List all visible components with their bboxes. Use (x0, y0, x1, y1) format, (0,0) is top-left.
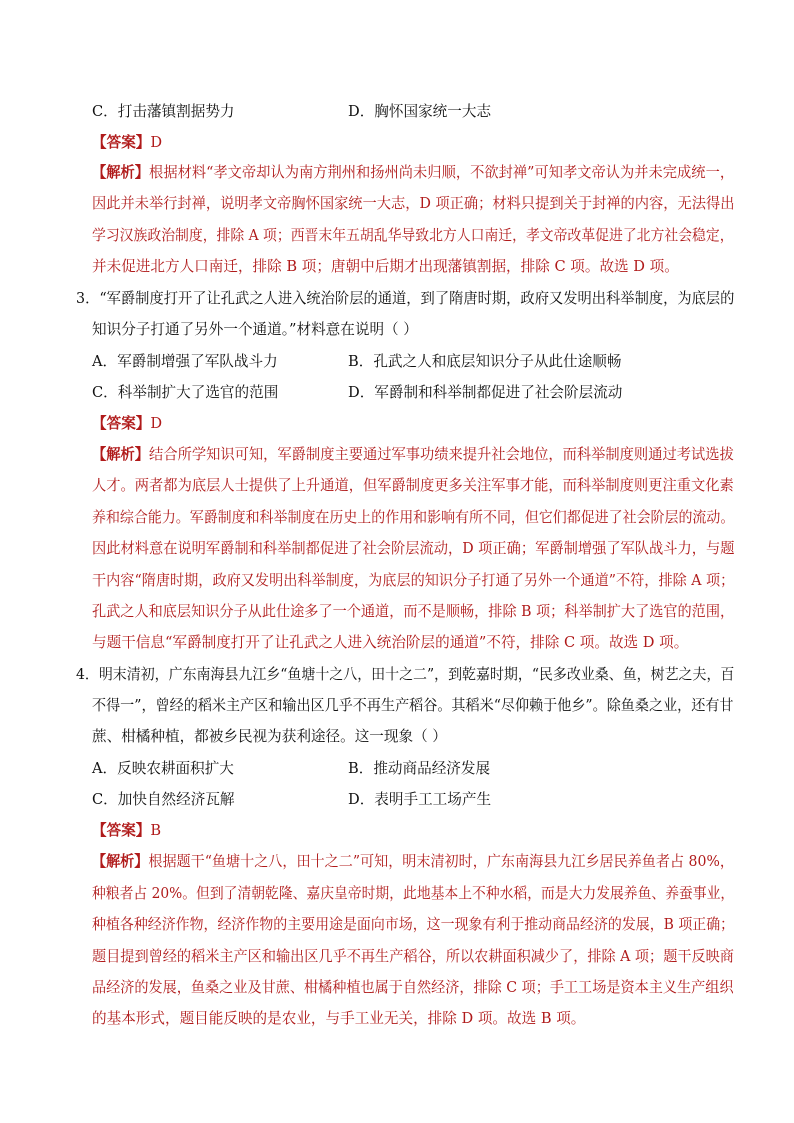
q4-stem-line: 4．明末清初，广东南海县九江乡“鱼塘十之八，田十之二”，到乾嘉时期，“民多改业桑、鱼，树艺之夫，百 (76, 666, 735, 683)
q4-analysis-line (92, 852, 734, 872)
q4-stem-line: 不得一”，曾经的稻米主产区和输出区几乎不再生产稻谷。其稻米“尽仰赖于他乡”。除鱼桑之业，还有甘 (92, 697, 734, 714)
q3-analysis-line: 孔武之人和底层知识分子从此仕途多了一个通道，而不是顺畅，排除 B 项；科举制扩大了选官的范围， (92, 603, 735, 620)
analysis-text: 根据题干“鱼塘十之八，田十之二”可知，明末清初时，广东南海县九江乡居民养鱼者占 80%， (148, 853, 734, 870)
q4-analysis-line: 种粮者占 20%。但到了清朝乾隆、嘉庆皇帝时期，此地基本上不种水稻，而是大力发展养鱼、养蚕事业， (92, 885, 735, 902)
analysis-text: 结合所学知识可知，军爵制度主要通过军事功绩来提升社会地位，而科举制度则通过考试选拔 (149, 446, 734, 463)
analysis-tag: 【解析】 (92, 164, 150, 181)
answer-value: D (150, 134, 163, 151)
analysis-tag: 【解析】 (92, 446, 150, 463)
q3-analysis-line (92, 445, 734, 465)
q2-analysis-line: 学习汉族政治制度，排除 A 项；西晋末年五胡乱华导致北方人口南迁，孝文帝改革促进了北方社会稳定， (92, 227, 734, 244)
q3-answer (92, 414, 162, 434)
analysis-tag: 【解析】 (92, 853, 149, 870)
q3-analysis-line: 干内容“隋唐时期，政府又发明出科举制度，为底层的知识分子打通了另外一个通道”不符，排除 A 项； (92, 572, 735, 589)
q3-analysis-line: 与题干信息“军爵制度打开了让孔武之人进入统治阶层的通道”不符，排除 C 项。故选 D 项。 (92, 634, 689, 651)
q4-option-c: C．加快自然经济瓦解 (92, 791, 235, 808)
q2-analysis-line: 并未促进北方人口南迁，排除 B 项；唐朝中后期才出现藩镇割据，排除 C 项。故选 D 项。 (92, 258, 679, 275)
q3-analysis-line: 人才。两者都为底层人士提供了上升通道，但军爵制度更多关注军事才能，而科举制度则更注重文化素 (92, 477, 734, 494)
q2-analysis-line (92, 163, 734, 183)
q4-option-a: A．反映农耕面积扩大 (92, 760, 234, 777)
q3-stem-line: 知识分子打通了另外一个通道。”材料意在说明（ ） (92, 321, 418, 338)
q2-option-d: D．胸怀国家统一大志 (348, 103, 492, 120)
q3-analysis-line: 因此材料意在说明军爵制和科举制都促进了社会阶层流动，D 项正确；军爵制增强了军队战斗力，与题 (92, 540, 735, 557)
answer-tag: 【答案】 (92, 134, 151, 151)
q4-analysis-line: 的基本形式，题目能反映的是农业，与手工业无关，排除 D 项。故选 B 项。 (92, 1010, 586, 1027)
q4-option-b: B．推动商品经济发展 (348, 760, 491, 777)
q4-analysis-line: 品经济的发展，鱼桑之业及甘蔗、柑橘种植也属于自然经济，排除 C 项；手工工场是资本主义生产组织 (92, 979, 734, 996)
answer-value: D (150, 415, 163, 432)
q4-answer (92, 821, 161, 841)
answer-tag: 【答案】 (92, 822, 151, 839)
q4-stem-line: 蔗、柑橘种植，都被乡民视为获利途径。这一现象（ ） (92, 728, 447, 745)
q4-analysis-line: 种植各种经济作物，经济作物的主要用途是面向市场，这一现象有利于推动商品经济的发展，B 项正确； (92, 916, 735, 933)
q4-option-d: D．表明手工工场产生 (348, 791, 492, 808)
q3-option-b: B．孔武之人和底层知识分子从此仕途顺畅 (348, 353, 622, 370)
q3-analysis-line: 养和综合能力。军爵制度和科举制度在历史上的作用和影响有所不同，但它们都促进了社会阶层的流动。 (92, 509, 735, 526)
q3-option-d: D．军爵制和科举制都促进了社会阶层流动 (348, 384, 623, 401)
q2-analysis-line: 因此并未举行封禅，说明孝文帝胸怀国家统一大志，D 项正确；材料只提到关于封禅的内容，无法得出 (92, 195, 735, 212)
q4-analysis-line: 题目提到曾经的稻米主产区和输出区几乎不再生产稻谷，所以农耕面积减少了，排除 A 项；题干反映商 (92, 948, 734, 965)
q2-answer (92, 133, 162, 153)
analysis-text: 根据材料“孝文帝却认为南方荆州和扬州尚未归顺，不欲封禅”可知孝文帝认为并未完成统一， (149, 164, 735, 181)
q3-stem-line: 3．“军爵制度打开了让孔武之人进入统治阶层的通道，到了隋唐时期，政府又发明出科举制度，为底层的 (76, 290, 735, 307)
answer-tag: 【答案】 (92, 415, 151, 432)
answer-value: B (150, 822, 162, 839)
q3-option-c: C．科举制扩大了选官的范围 (92, 384, 279, 401)
q3-option-a: A．军爵制增强了军队战斗力 (92, 353, 278, 370)
q2-option-c: C．打击藩镇割据势力 (92, 103, 235, 120)
